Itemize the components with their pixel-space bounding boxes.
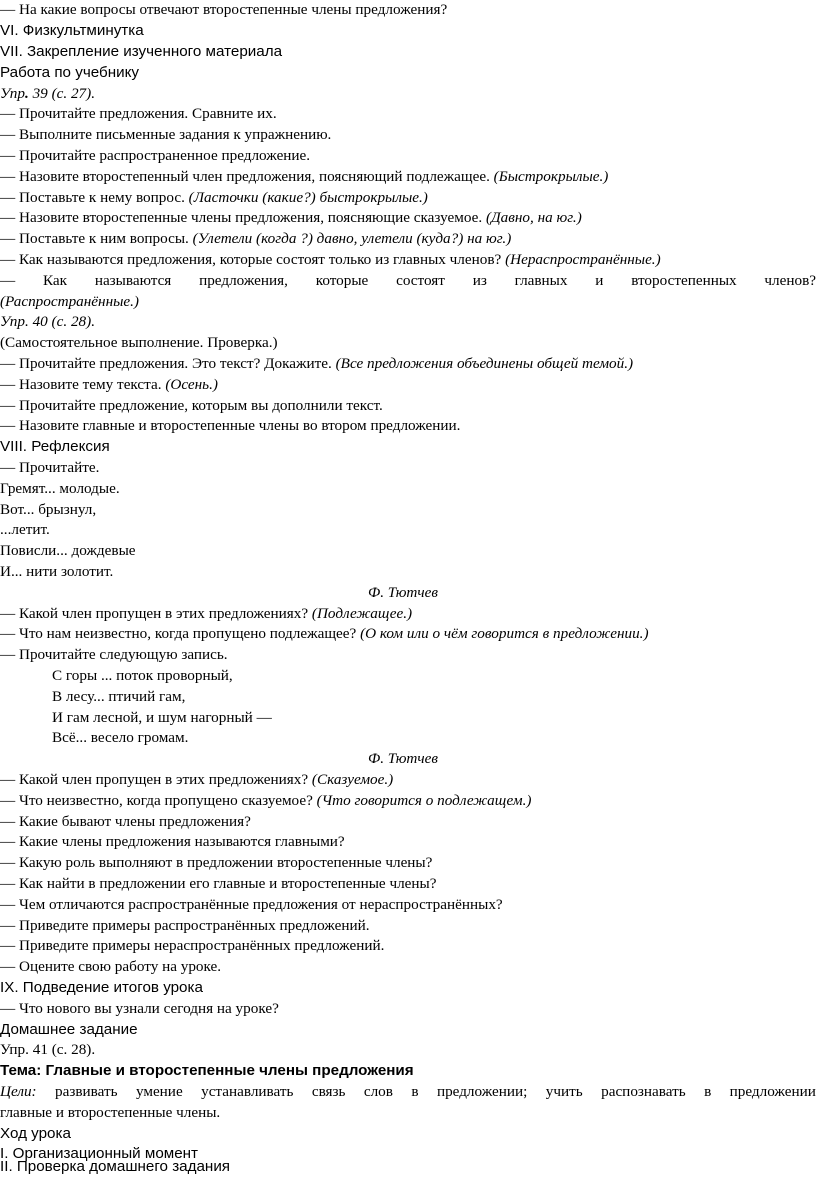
poem-line: И гам лесной, и шум нагорный — [52,709,272,726]
answer-text: (Быстрокрылые.) [493,168,609,185]
question-line [0,188,428,208]
question-line [0,208,582,228]
question-line: — Какие члены предложения называются главными? [0,833,345,850]
answer-line: (Распространённые.) [0,293,139,310]
word: устанавливать [201,1083,294,1100]
question-line: — Что нового вы узнали сегодня на уроке? [0,1000,279,1017]
word: слов [363,1083,393,1100]
poem-author: Ф. Тютчев [368,750,438,767]
poem-line: Гремят... молодые. [0,480,120,497]
lesson-topic-heading: Тема: Главные и второстепенные члены предложения [0,1062,414,1079]
question-text: — Что неизвестно, когда пропущено сказуемое? [0,792,317,809]
poem-line: И... нити золотит. [0,563,114,580]
question-line: — Как найти в предложении его главные и второстепенные члены? [0,875,437,892]
poem-line: ...летит. [0,521,50,538]
word: и [595,272,604,289]
question-line: — Прочитайте предложения. Сравните их. [0,105,277,122]
exercise-label-text: Упр [0,85,25,102]
question-line: — Какую роль выполняют в предложении второстепенные члены? [0,854,433,871]
word: Как [42,272,68,289]
question-line: — На какие вопросы отвечают второстепенные члены предложения? [0,1,448,18]
answer-text: (Давно, на юг.) [485,209,582,226]
word: которые [315,272,369,289]
poem-author: Ф. Тютчев [368,584,438,601]
exercise-label-dot: . [24,85,29,102]
answer-text: (О ком или о чём говорится в предложении.) [360,625,649,642]
question-line: — Прочитайте предложение, которым вы дополнили текст. [0,397,383,414]
word: предложении; [436,1083,528,1100]
section-heading-vii: VII. Закрепление изученного материала [0,43,283,60]
question-text: — Прочитайте предложения. Это текст? Докажите. [0,355,336,372]
subheading-textbook-work: Работа по учебнику [0,64,139,81]
exercise-40-label: Упр. 40 (с. 28). [0,313,95,330]
answer-text: (Сказуемое.) [311,771,394,788]
word: членов? [764,272,816,289]
section-heading-ii: II. Проверка домашнего задания [0,1158,231,1175]
question-line [0,250,661,270]
answer-text: (Осень.) [165,376,218,393]
word: в [411,1083,419,1100]
word: называются [94,272,172,289]
question-text: — Назовите тему текста. [0,376,166,393]
poem-line: В лесу... птичий гам, [52,688,186,705]
answer-text: (Ласточки (какие?) быстрокрылые.) [188,189,428,206]
question-text: — Поставьте к ним вопросы. [0,230,193,247]
question-text: — Что нам неизвестно, когда пропущено подлежащее? [0,625,361,642]
word: распознавать [601,1083,686,1100]
question-text: — Поставьте к нему вопрос. [0,189,189,206]
question-text: — Назовите второстепенные члены предложения, поясняющие сказуемое. [0,209,486,226]
word: — [0,272,16,289]
instruction-line: (Самостоятельное выполнение. Проверка.) [0,334,278,351]
question-line: — Оцените свою работу на уроке. [0,958,222,975]
question-line: — Приведите примеры распространённых предложений. [0,917,370,934]
question-line: — Приведите примеры нераспространённых предложений. [0,937,385,954]
subheading-homework: Домашнее задание [0,1021,138,1038]
exercise-label-number: 39 (с. 27). [28,85,95,102]
question-line: — Прочитайте распространенное предложение. [0,147,311,164]
question-line: — Выполните письменные задания к упражнению. [0,126,332,143]
question-text: — Как называются предложения, которые состоят только из главных членов? [0,251,506,268]
word: главных [514,272,568,289]
question-text: — Назовите второстепенный член предложения, поясняющий подлежащее. [0,168,494,185]
poem-line: Всё... весело громам. [52,729,189,746]
word: предложении [729,1083,816,1100]
section-heading-viii: VIII. Рефлексия [0,438,110,455]
question-line [0,354,633,374]
section-heading-ix: IX. Подведение итогов урока [0,979,203,996]
word: умение [135,1083,183,1100]
question-text: — Какой член пропущен в этих предложениях? [0,605,312,622]
section-heading-i: I. Организационный момент [0,1145,198,1162]
section-heading-vi: VI. Физкультминутка [0,22,144,39]
question-line: — Прочитайте следующую запись. [0,646,228,663]
homework-exercise: Упр. 41 (с. 28). [0,1041,96,1058]
word: второстепенных [631,272,737,289]
question-line [0,229,511,249]
poem-line: Вот... брызнул, [0,501,97,518]
word: в [704,1083,712,1100]
goals-label: Цели: [0,1083,37,1100]
question-line: — Прочитайте. [0,459,100,476]
question-line [0,167,608,187]
question-line: — Чем отличаются распространённые предложения от нераспространённых? [0,896,503,913]
goals-line [0,1082,816,1102]
poem-line: Повисли... дождевые [0,542,136,559]
lesson-flow-heading: Ход урока [0,1125,71,1142]
question-line: — Назовите главные и второстепенные члены во втором предложении. [0,417,461,434]
goals-continuation: главные и второстепенные члены. [0,1104,221,1121]
answer-text: (Подлежащее.) [311,605,413,622]
word: связь [311,1083,346,1100]
answer-text: (Нераспространённые.) [505,251,661,268]
word: учить [545,1083,583,1100]
question-line [0,624,649,644]
question-text: — Какой член пропущен в этих предложениях? [0,771,312,788]
word: развивать [55,1083,118,1100]
question-line [0,791,531,811]
word: предложения, [199,272,288,289]
word: из [472,272,487,289]
answer-text: (Все предложения объединены общей темой.) [335,355,634,372]
justified-question-line [0,271,816,291]
question-line [0,604,412,624]
exercise-39-label [0,84,95,104]
question-line [0,770,393,790]
poem-line: С горы ... поток проворный, [52,667,233,684]
answer-text: (Улетели (когда ?) давно, улетели (куда?) на юг.) [192,230,512,247]
word: состоят [396,272,445,289]
answer-text: (Что говорится о подлежащем.) [316,792,532,809]
question-line: — Какие бывают члены предложения? [0,813,251,830]
question-line [0,375,218,395]
